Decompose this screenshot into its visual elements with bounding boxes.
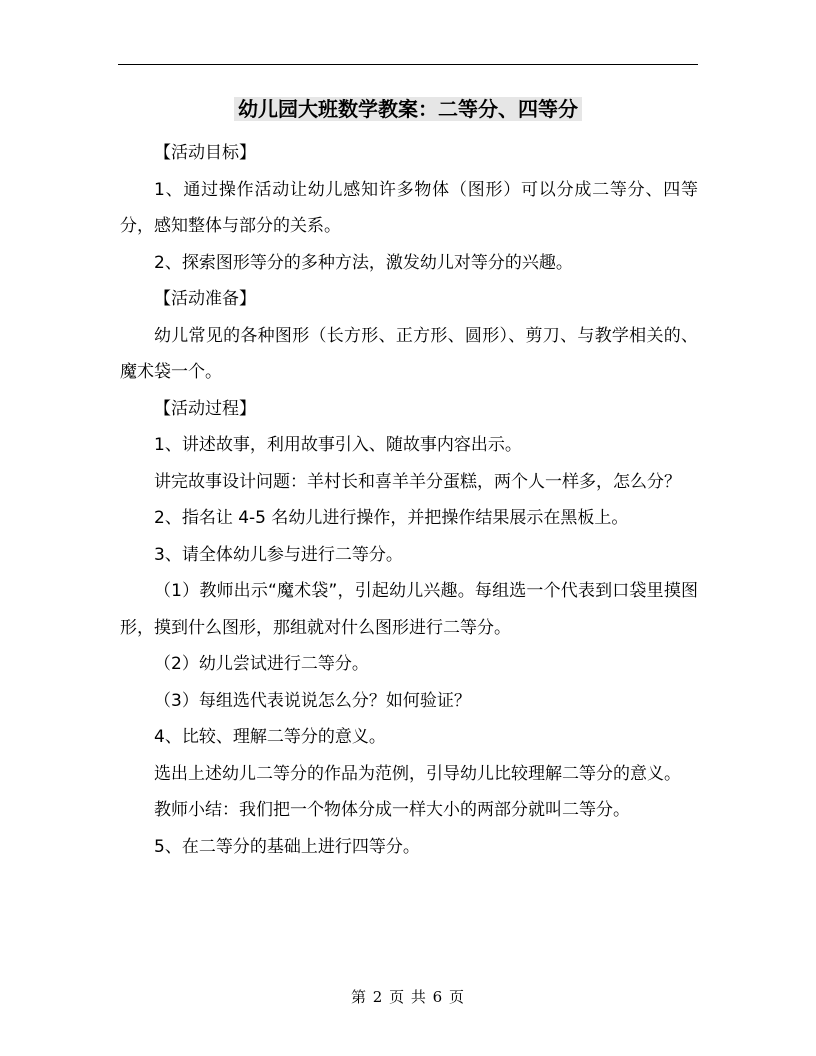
paragraph: 幼儿常见的各种图形（长方形、正方形、圆形）、剪刀、与教学相关的、魔术袋一个。 [120,325,698,382]
paragraph: （2）幼儿尝试进行二等分。 [154,654,369,674]
paragraph: 5、在二等分的基础上进行四等分。 [154,836,420,857]
paragraph: （1）教师出示“魔术袋”，引起幼儿兴趣。每组选一个代表到口袋里摸图形，摸到什么图形，那组就对什么图形进行二等分。 [120,581,698,638]
paragraph: 2、探索图形等分的多种方法，激发幼儿对等分的兴趣。 [154,252,573,273]
paragraph: 3、请全体幼儿参与进行二等分。 [154,544,403,565]
paragraph: 4、比较、理解二等分的意义。 [154,727,386,747]
header-rule [118,64,698,65]
document-title-text: 幼儿园大班数学教案：二等分、四等分 [234,97,582,121]
document-body [120,135,698,865]
paragraph: 选出上述幼儿二等分的作品为范例，引导幼儿比较理解二等分的意义。 [154,763,681,784]
paragraph: 教师小结：我们把一个物体分成一样大小的两部分就叫二等分。 [154,800,630,820]
paragraph: 讲完故事设计问题：羊村长和喜羊羊分蛋糕，两个人一样多，怎么分？ [154,471,681,492]
section-heading-preparation: 【活动准备】 [154,289,256,309]
section-heading-goals: 【活动目标】 [154,143,256,163]
paragraph: 2、指名让 4-5 名幼儿进行操作，并把操作结果展示在黑板上。 [154,508,629,528]
section-heading-process: 【活动过程】 [154,398,256,419]
paragraph: 1、通过操作活动让幼儿感知许多物体（图形）可以分成二等分、四等分，感知整体与部分的关系。 [120,179,698,236]
paragraph: （3）每组选代表说说怎么分？如何验证？ [154,690,471,711]
page-number: 第 2 页 共 6 页 [351,988,465,1006]
paragraph: 1、讲述故事，利用故事引入、随故事内容出示。 [154,435,522,455]
document-title [0,92,816,126]
